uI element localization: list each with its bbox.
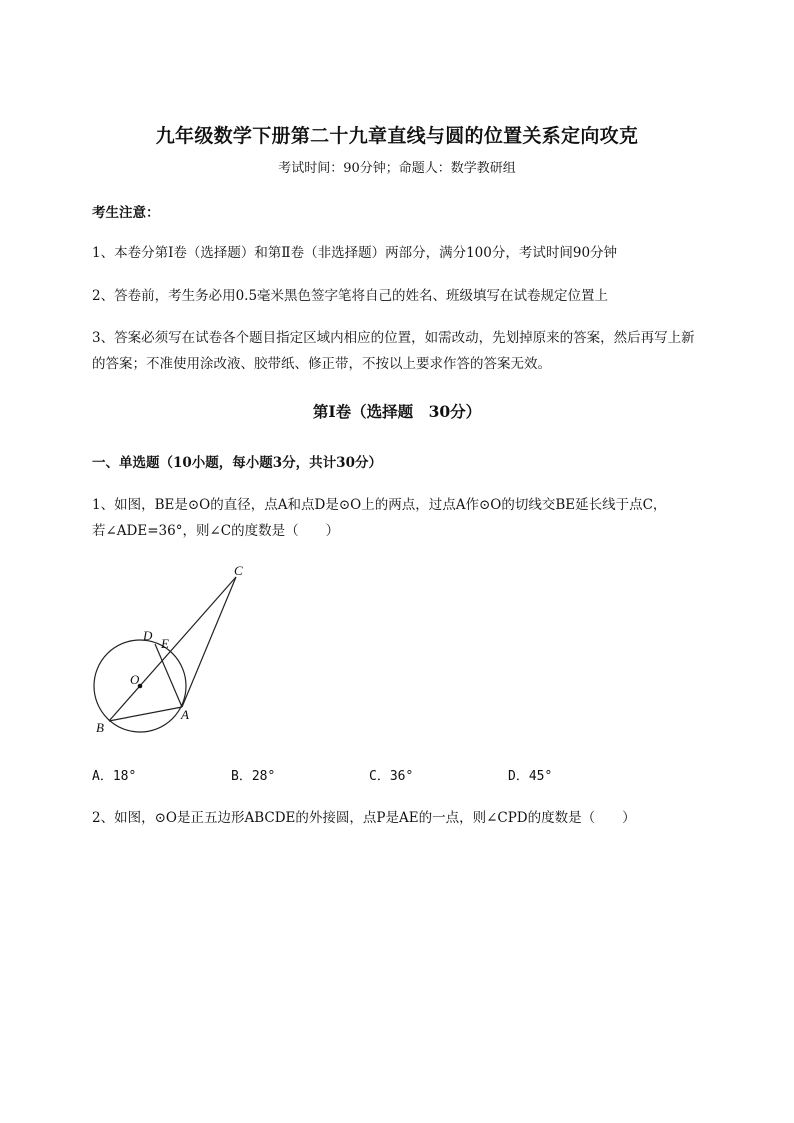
notice-item-3-line-2: 的答案；不准使用涂改液、胶带纸、修正带，不按以上要求作答的答案无效。: [92, 356, 551, 372]
exam-info: 考试时间：90分钟；命题人：数学教研组: [278, 161, 516, 176]
option-d[interactable]: D．45°: [508, 769, 553, 784]
label-e: E: [161, 636, 169, 651]
question-1-text-cont: 若∠ADE=36°，则∠C的度数是（ ）: [92, 523, 340, 539]
notice-heading: 考生注意：: [92, 205, 160, 221]
label-c: C: [234, 563, 243, 578]
label-b: B: [96, 720, 104, 735]
label-o: O: [130, 672, 140, 687]
label-d: D: [143, 628, 153, 643]
section-title: 第I卷（选择题 30分）: [312, 402, 482, 421]
page-title: 九年级数学下册第二十九章直线与圆的位置关系定向攻克: [155, 125, 639, 147]
question-2-text: 2、如图，⊙O是正五边形ABCDE的外接圆，点P是AE的一点，则∠CPD的度数是（ ）: [92, 810, 636, 826]
diameter-be: [109, 577, 236, 721]
tangent-ac: [182, 577, 236, 707]
label-a: A: [181, 707, 189, 722]
option-b[interactable]: B．28°: [231, 769, 276, 784]
option-a[interactable]: A．18°: [92, 769, 137, 784]
question-1-text: 1、如图，BE是⊙O的直径，点A和点D是⊙O上的两点，过点A作⊙O的切线交BE延长线于点C，: [92, 497, 667, 513]
notice-item-3-line-1: 3、答案必须写在试卷各个题目指定区域内相应的位置，如需改动，先划掉原来的答案，然后再写上新: [92, 330, 695, 346]
question-1-figure: [85, 560, 265, 745]
notice-item-1: 1、本卷分第I卷（选择题）和第Ⅱ卷（非选择题）两部分，满分100分，考试时间90分钟: [92, 245, 618, 261]
part-heading: 一、单选题（10小题，每小题3分，共计30分）: [92, 455, 382, 471]
option-c[interactable]: C．36°: [369, 769, 414, 784]
notice-item-2: 2、答卷前，考生务必用0.5毫米黑色签字笔将自己的姓名、班级填写在试卷规定位置上: [92, 288, 609, 304]
